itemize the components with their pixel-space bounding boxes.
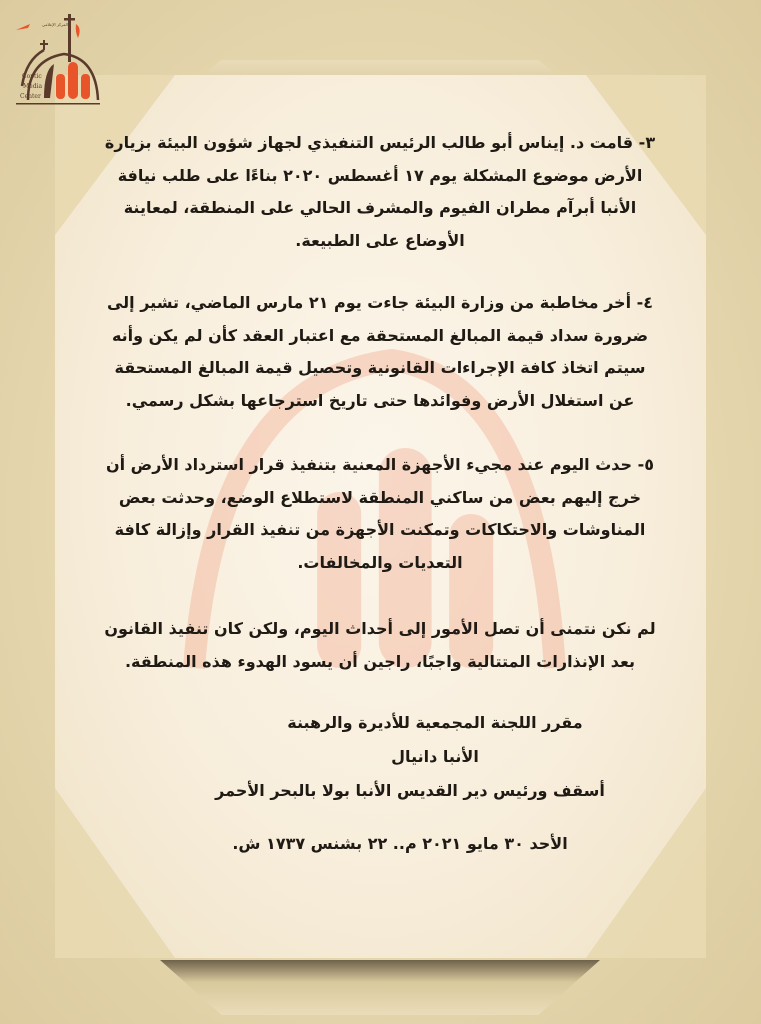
coptic-media-center-logo	[6, 8, 102, 112]
signature-position: أسقف ورئيس دير القديس الأنبا بولا بالبحر الأحمر	[215, 781, 605, 800]
logo-text-coptic: Coptic	[22, 73, 42, 80]
signature-title: مقرر اللجنة المجمعية للأديرة والرهبنة	[287, 713, 583, 732]
signature-name: الأنبا دانيال	[391, 747, 479, 766]
statement-body	[100, 118, 660, 861]
logo-text-media: Media	[23, 83, 43, 90]
paragraph-3: ٣- قامت د. إيناس أبو طالب الرئيس التنفيذي لجهاز شؤون البيئة بزيارة الأرض موضوع المشكلة يوم ١٧ أغسطس ٢٠٢٠ بناءًا على طلب نيافة الأنبا أبرآم مطران الفيوم والمشرف الحالي على المنطقة، لمعاينة الأوضاع على الطبيعة.	[104, 133, 656, 250]
logo-arabic-text: المركز الإعلامي	[42, 22, 68, 27]
document-date: الأحد ٣٠ مايو ٢٠٢١ م.. ٢٢ بشنس ١٧٣٧ ش.	[232, 834, 568, 853]
paragraph-5: ٥- حدث اليوم عند مجيء الأجهزة المعنية بتنفيذ قرار استرداد الأرض أن خرج إليهم بعض من ساكني المنطقة لاستطلاع الوضع، وحدثت بعض المناوشات والاحتكاكات وتمكنت الأجهزة من تنفيذ القرار وإزالة كافة التعديات والمخالفات.	[105, 455, 655, 572]
logo-text-center: Center	[20, 93, 41, 100]
signature-block	[100, 706, 660, 808]
paragraph-4: ٤- أخر مخاطبة من وزارة البيئة جاءت يوم ٢١ مارس الماضي، تشير إلى ضرورة سداد قيمة المبالغ المستحقة مع اعتبار العقد كأن لم يكن وأنه سيتم اتخاذ كافة الإجراءات القانونية وتحصيل قيمة المبالغ المستحقة عن استغلال الأرض وفوائدها حتى تاريخ استرجاعها بشكل رسمي.	[106, 293, 654, 410]
closing-paragraph: لم نكن نتمنى أن تصل الأمور إلى أحداث اليوم، ولكن كان تنفيذ القانون بعد الإنذارات المتتالية واجبًا، راجين أن يسود الهدوء هذه المنطقة.	[104, 619, 656, 671]
frame-fold-bottom	[160, 960, 600, 1015]
